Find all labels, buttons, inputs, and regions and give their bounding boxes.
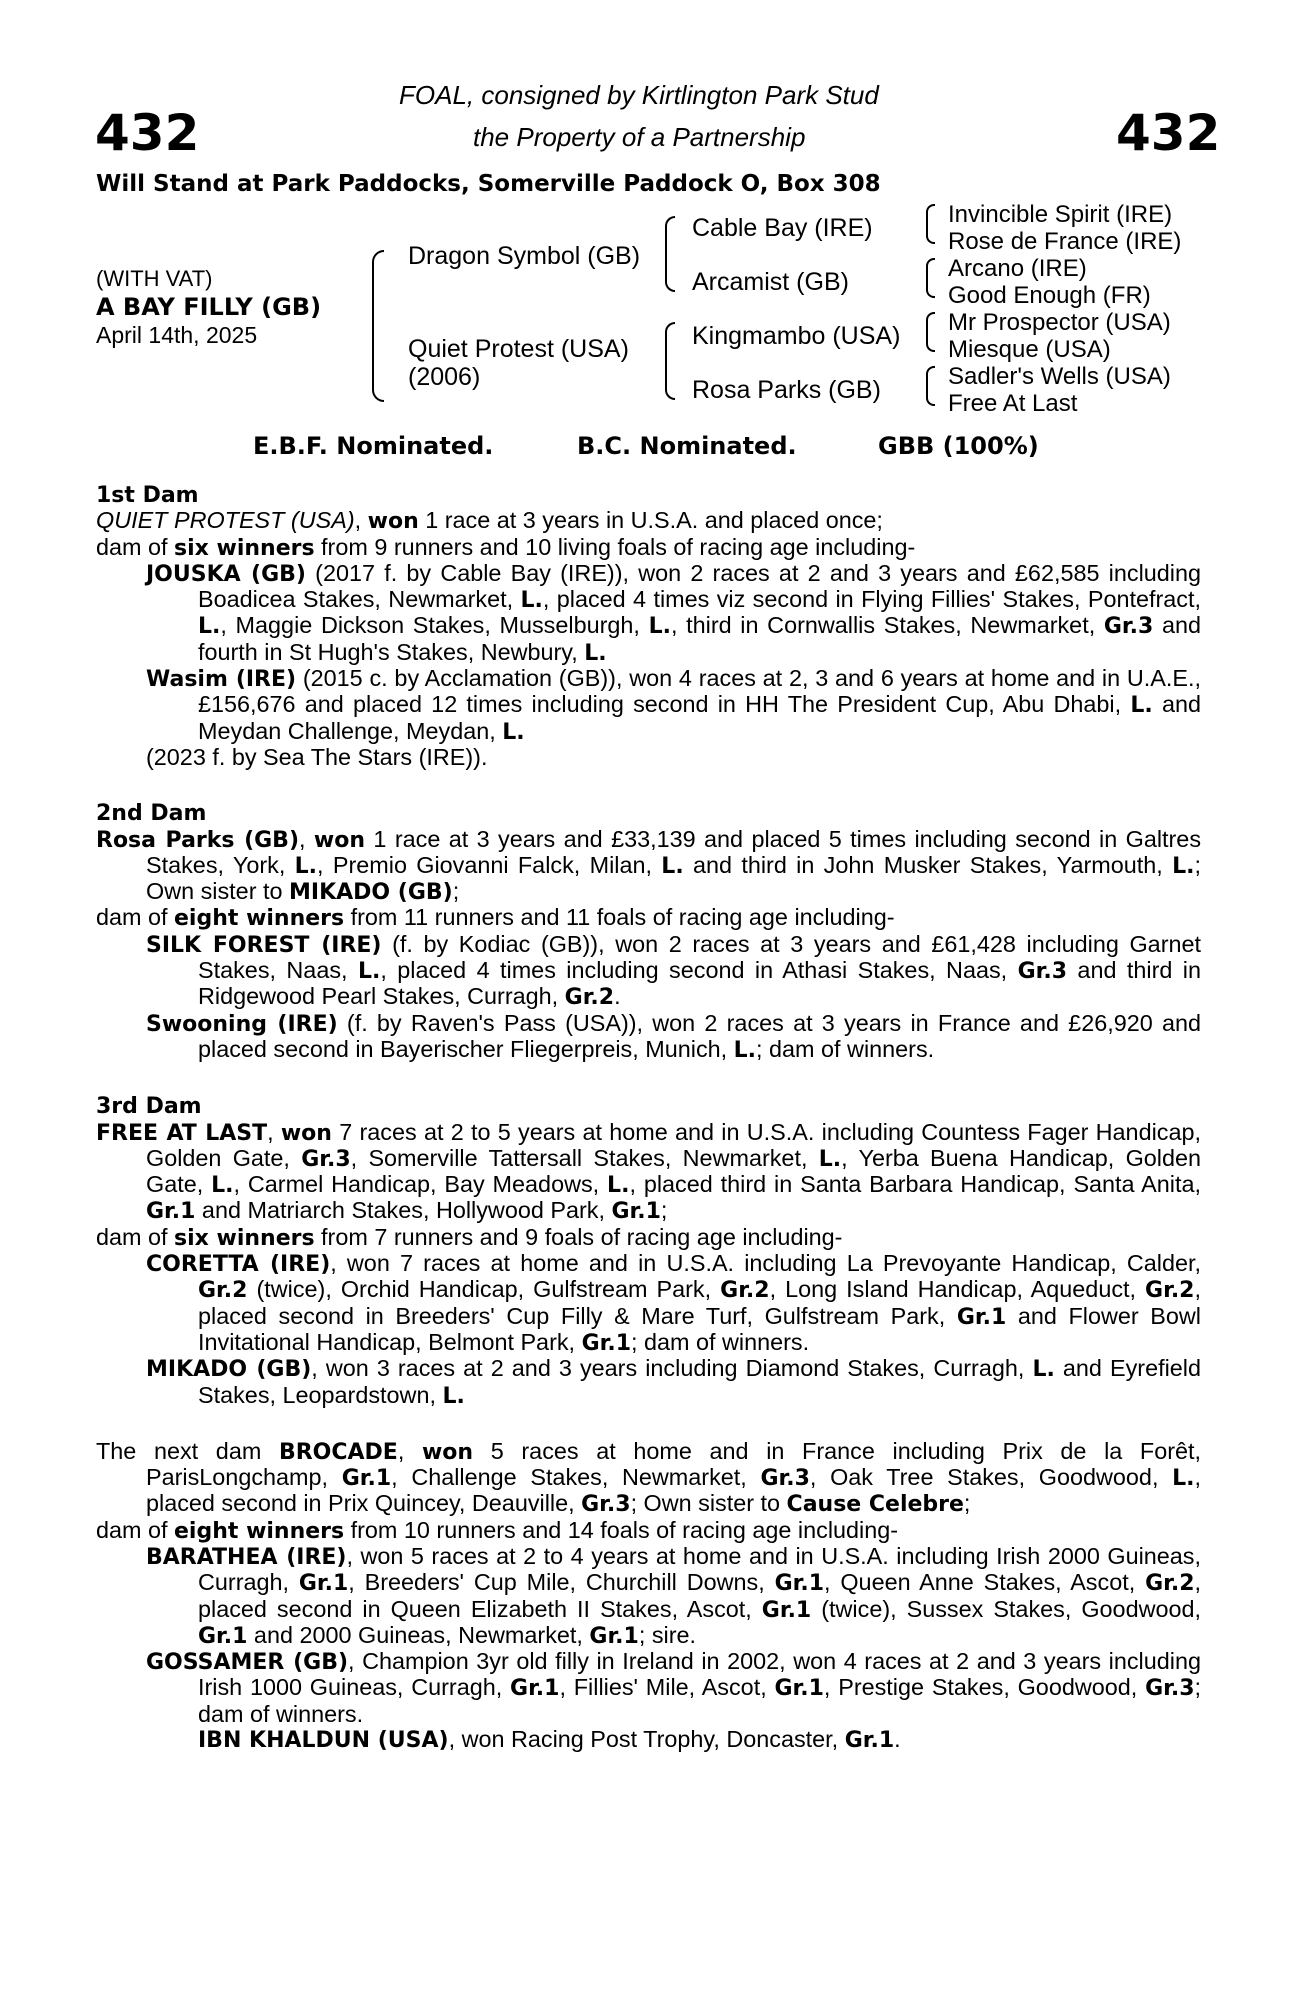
second-dam-section [96,800,1201,1063]
gbb-status: GBB (100%) [878,432,1039,460]
second-dam-intro: Rosa Parks (GB), won 1 race at 3 years and £33,139 and placed 5 times including second in Galtres Stakes, York, L., Premio Giovanni Falck, Milan, L. and third in John Musker Stakes, Yarmouth, L.; Own sister to MIKADO (GB); [96,825,1202,906]
first-dam-progeny-3: (2023 f. by Sea The Stars (IRE)). [146,743,488,770]
gg-5: Mr Prospector (USA) [948,309,1171,336]
gg-6: Miesque (USA) [948,336,1111,363]
gg-4: Good Enough (FR) [948,282,1151,309]
dam-line [96,482,1201,1753]
third-dam-intro: FREE AT LAST, won 7 races at 2 to 5 years at home and in U.S.A. including Countess Fager Handicap, Golden Gate, Gr.3, Somerville Tattersall Stakes, Newmarket, L., Yerba Buena Handicap, Golden Gate, L., Carmel Handicap, Bay Meadows, L., placed third in Santa Barbara Handicap, Santa Anita, Gr.1 and Matriarch Stakes, Hollywood Park, Gr.1; [96,1118,1202,1225]
dam-sire: Kingmambo (USA) [692,322,901,350]
first-dam-section [96,482,1201,770]
foaling-date: April 14th, 2025 [96,322,258,348]
vat-note: (WITH VAT) [96,266,213,291]
third-dam-produce: dam of six winners from 7 runners and 9 foals of racing age including- [96,1223,843,1251]
first-dam-heading: 1st Dam [96,483,199,508]
bc-nominated: B.C. Nominated. [577,432,797,460]
gg-1: Invincible Spirit (IRE) [948,201,1173,228]
sire-sire: Cable Bay (IRE) [692,214,873,242]
dam-dam: Rosa Parks (GB) [692,376,881,404]
gg-2: Rose de France (IRE) [948,228,1182,255]
gg-7: Sadler's Wells (USA) [948,363,1171,390]
second-dam-produce: dam of eight winners from 11 runners and 11 foals of racing age including- [96,904,895,932]
third-dam-progeny-2: MIKADO (GB), won 3 races at 2 and 3 years including Diamond Stakes, Curragh, L. and Eyrefield Stakes, Leopardstown, L. [146,1355,1202,1409]
dam-name: Quiet Protest (USA) [408,335,629,363]
gg-3: Arcano (IRE) [948,255,1087,282]
property-line: the Property of a Partnership [473,122,806,152]
third-dam-section [96,1093,1201,1409]
next-dam-progeny-1: BARATHEA (IRE), won 5 races at 2 to 4 years at home and in U.S.A. including Irish 2000 Guineas, Curragh, Gr.1, Breeders' Cup Mile, Churchill Downs, Gr.1, Queen Anne Stakes, Ascot, Gr.2, placed second in Queen Elizabeth II Stakes, Ascot, Gr.1 (twice), Sussex Stakes, Goodwood, Gr.1 and 2000 Guineas, Newmarket, Gr.1; sire. [146,1542,1201,1649]
next-dam-section [96,1439,1201,1754]
second-dam-progeny-2: Swooning (IRE) (f. by Raven's Pass (USA)), won 2 races at 3 years in France and £26,920 and placed second in Bayerischer Fliegerpreis, Munich, L.; dam of winners. [146,1009,1201,1063]
gg-brace-2 [926,258,935,298]
gg-brace-1 [926,204,935,244]
dam-year: (2006) [408,363,481,391]
first-dam-progeny-1: JOUSKA (GB) (2017 f. by Cable Bay (IRE)), won 2 races at 2 and 3 years and £62,585 including Boadicea Stakes, Newmarket, L., placed 4 times viz second in Flying Fillies' Stakes, Pontefract, L., Maggie Dickson Stakes, Musselburgh, L., third in Cornwallis Stakes, Newmarket, Gr.3 and fourth in St Hugh's Stakes, Newbury, L. [146,559,1202,666]
next-dam-intro: The next dam BROCADE, won 5 races at home and in France including Prix de la Forêt, ParisLongchamp, Gr.1, Challenge Stakes, Newmarket, Gr.3, Oak Tree Stakes, Goodwood, L., placed second in Prix Quincey, Deauville, Gr.3; Own sister to Cause Celebre; [96,1437,1202,1518]
ebf-nominated: E.B.F. Nominated. [253,432,494,460]
horse-brace [372,250,384,402]
lot-number-left: 432 [95,104,200,162]
lot-number-right: 432 [1116,104,1221,162]
sire-brace [665,216,675,292]
next-dam-progeny-3: IBN KHALDUN (USA), won Racing Post Trophy, Doncaster, Gr.1. [198,1726,901,1754]
first-dam-progeny-2: Wasim (IRE) (2015 c. by Acclamation (GB)), won 4 races at 2, 3 and 6 years at home and in U.A.E., £156,676 and placed 12 times including second in HH The President Cup, Abu Dhabi, L. and Meydan Challenge, Meydan, L. [146,665,1202,745]
gg-brace-3 [926,312,935,352]
first-dam-intro: QUIET PROTEST (USA), won 1 race at 3 years in U.S.A. and placed once; [96,507,883,535]
third-dam-progeny-1: CORETTA (IRE), won 7 races at home and in U.S.A. including La Prevoyante Handicap, Calder, Gr.2 (twice), Orchid Handicap, Gulfstream Park, Gr.2, Long Island Handicap, Aqueduct, Gr.2, placed second in Breeders' Cup Filly & Mare Turf, Gulfstream Park, Gr.1 and Flower Bowl Invitational Handicap, Belmont Park, Gr.1; dam of winners. [146,1250,1202,1356]
gg-brace-4 [926,366,935,406]
horse-name: A BAY FILLY (GB) [96,293,322,321]
next-dam-progeny-2: GOSSAMER (GB), Champion 3yr old filly in Ireland in 2002, won 4 races at 2 and 3 years including Irish 1000 Guineas, Curragh, Gr.1, Fillies' Mile, Ascot, Gr.1, Prestige Stakes, Goodwood, Gr.3; dam of winners. [146,1648,1201,1727]
consignor-line: FOAL, consigned by Kirtlington Park Stud [399,80,879,110]
second-dam-heading: 2nd Dam [96,801,207,827]
third-dam-heading: 3rd Dam [96,1094,202,1120]
sire-dam: Arcamist (GB) [692,268,849,296]
first-dam-produce: dam of six winners from 9 runners and 10 living foals of racing age including- [96,533,916,561]
sire-name: Dragon Symbol (GB) [408,242,641,270]
dam-brace [665,322,675,400]
next-dam-produce: dam of eight winners from 10 runners and 14 foals of racing age including- [96,1516,899,1544]
gg-8: Free At Last [948,390,1078,417]
second-dam-progeny-1: SILK FOREST (IRE) (f. by Kodiac (GB)), won 2 races at 3 years and £61,428 including Garnet Stakes, Naas, L., placed 4 times including second in Athasi Stakes, Naas, Gr.3 and third in Ridgewood Pearl Stakes, Curragh, Gr.2. [146,930,1201,1011]
location-line: Will Stand at Park Paddocks, Somerville Paddock O, Box 308 [96,171,881,197]
